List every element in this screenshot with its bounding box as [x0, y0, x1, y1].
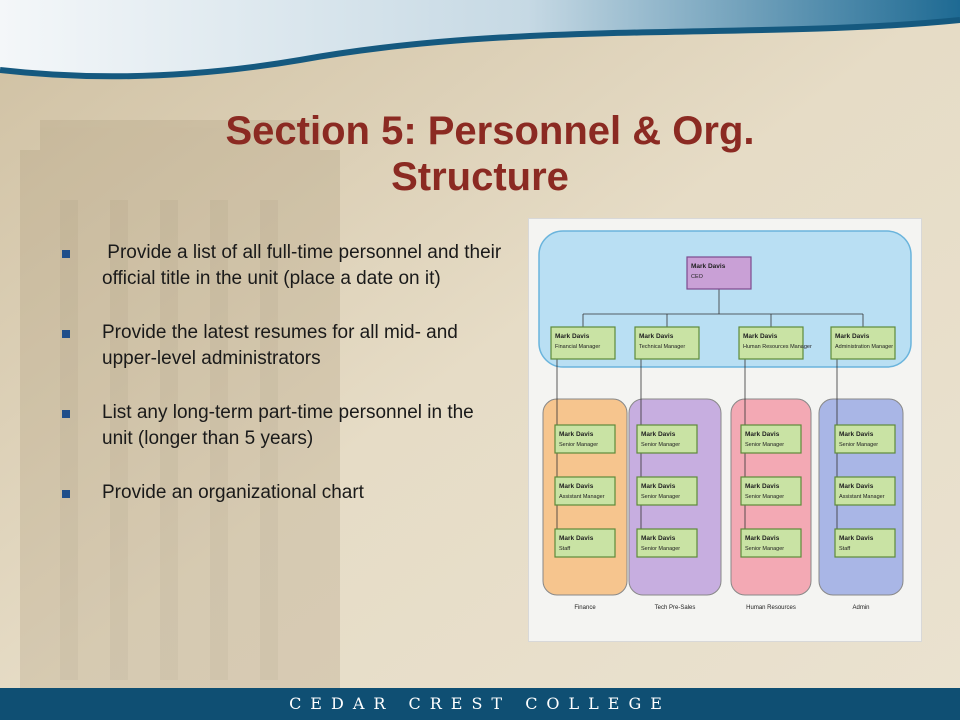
staff-node: [741, 425, 801, 453]
bullet-list: [62, 240, 507, 534]
staff-node: [637, 477, 697, 505]
department-label: Human Resources: [746, 605, 796, 611]
node-name: Mark Davis: [743, 333, 778, 340]
node-title: Technical Manager: [639, 344, 686, 350]
node-title: Senior Manager: [641, 546, 681, 552]
node-name: Mark Davis: [641, 483, 676, 490]
staff-node: [637, 425, 697, 453]
node-title: Senior Manager: [745, 442, 785, 448]
bullet-item: [62, 320, 502, 372]
node-title: Senior Manager: [745, 546, 785, 552]
node-title: Senior Manager: [641, 494, 681, 500]
square-bullet-icon: [62, 490, 70, 498]
staff-node: [637, 529, 697, 557]
node-title: Senior Manager: [839, 442, 879, 448]
node-name: Mark Davis: [641, 431, 676, 438]
node-title: Senior Manager: [641, 442, 681, 448]
bullet-text: Provide the latest resumes for all mid- and upper-level administrators: [102, 322, 458, 369]
footer-college-name: CEDAR CREST COLLEGE: [289, 694, 671, 713]
node-title: Assistant Manager: [839, 494, 885, 500]
staff-node: [555, 529, 615, 557]
department-label: Finance: [574, 605, 596, 611]
manager-node: [635, 327, 699, 359]
org-chart: [529, 219, 921, 641]
node-name: Mark Davis: [555, 333, 590, 340]
node-name: Mark Davis: [639, 333, 674, 340]
node-title: CEO: [691, 274, 703, 280]
title-line-2: Structure: [391, 155, 569, 199]
staff-node: [555, 425, 615, 453]
manager-node: [551, 327, 615, 359]
node-title: Administration Manager: [835, 344, 894, 350]
staff-node: [835, 529, 895, 557]
square-bullet-icon: [62, 250, 70, 258]
department-label: Tech Pre-Sales: [654, 605, 696, 611]
staff-node: [835, 425, 895, 453]
node-name: Mark Davis: [745, 431, 780, 438]
node-name: Mark Davis: [559, 535, 594, 542]
node-name: Mark Davis: [839, 535, 874, 542]
node-title: Senior Manager: [559, 442, 599, 448]
node-name: Mark Davis: [839, 431, 874, 438]
node-title: Assistant Manager: [559, 494, 605, 500]
ceo-node: [687, 257, 751, 289]
node-name: Mark Davis: [839, 483, 874, 490]
title-line-1: Section 5: Personnel & Org.: [225, 109, 755, 153]
node-title: Staff: [559, 546, 571, 552]
node-name: Mark Davis: [559, 483, 594, 490]
node-name: Mark Davis: [745, 535, 780, 542]
node-name: Mark Davis: [691, 263, 726, 270]
manager-node: [739, 327, 803, 359]
org-chart-image: [528, 218, 922, 642]
node-title: Human Resources Manager: [743, 344, 812, 350]
manager-node: [831, 327, 895, 359]
bullet-item: [62, 400, 502, 452]
bullet-text: List any long-term part-time personnel in the unit (longer than 5 years): [102, 402, 474, 449]
staff-node: [741, 477, 801, 505]
staff-node: [741, 529, 801, 557]
node-title: Financial Manager: [555, 344, 601, 350]
staff-node: [835, 477, 895, 505]
staff-node: [555, 477, 615, 505]
node-title: Staff: [839, 546, 851, 552]
square-bullet-icon: [62, 410, 70, 418]
node-name: Mark Davis: [835, 333, 870, 340]
square-bullet-icon: [62, 330, 70, 338]
bullet-item: [62, 240, 507, 292]
bullet-text: Provide a list of all full-time personnel and their official title in the unit (place a date on it): [102, 242, 507, 289]
node-name: Mark Davis: [559, 431, 594, 438]
department-label: Admin: [852, 605, 870, 611]
bullet-item: [62, 480, 502, 506]
slide-title: [0, 108, 960, 200]
node-title: Senior Manager: [745, 494, 785, 500]
node-name: Mark Davis: [641, 535, 676, 542]
bullet-text: Provide an organizational chart: [102, 482, 364, 503]
node-name: Mark Davis: [745, 483, 780, 490]
